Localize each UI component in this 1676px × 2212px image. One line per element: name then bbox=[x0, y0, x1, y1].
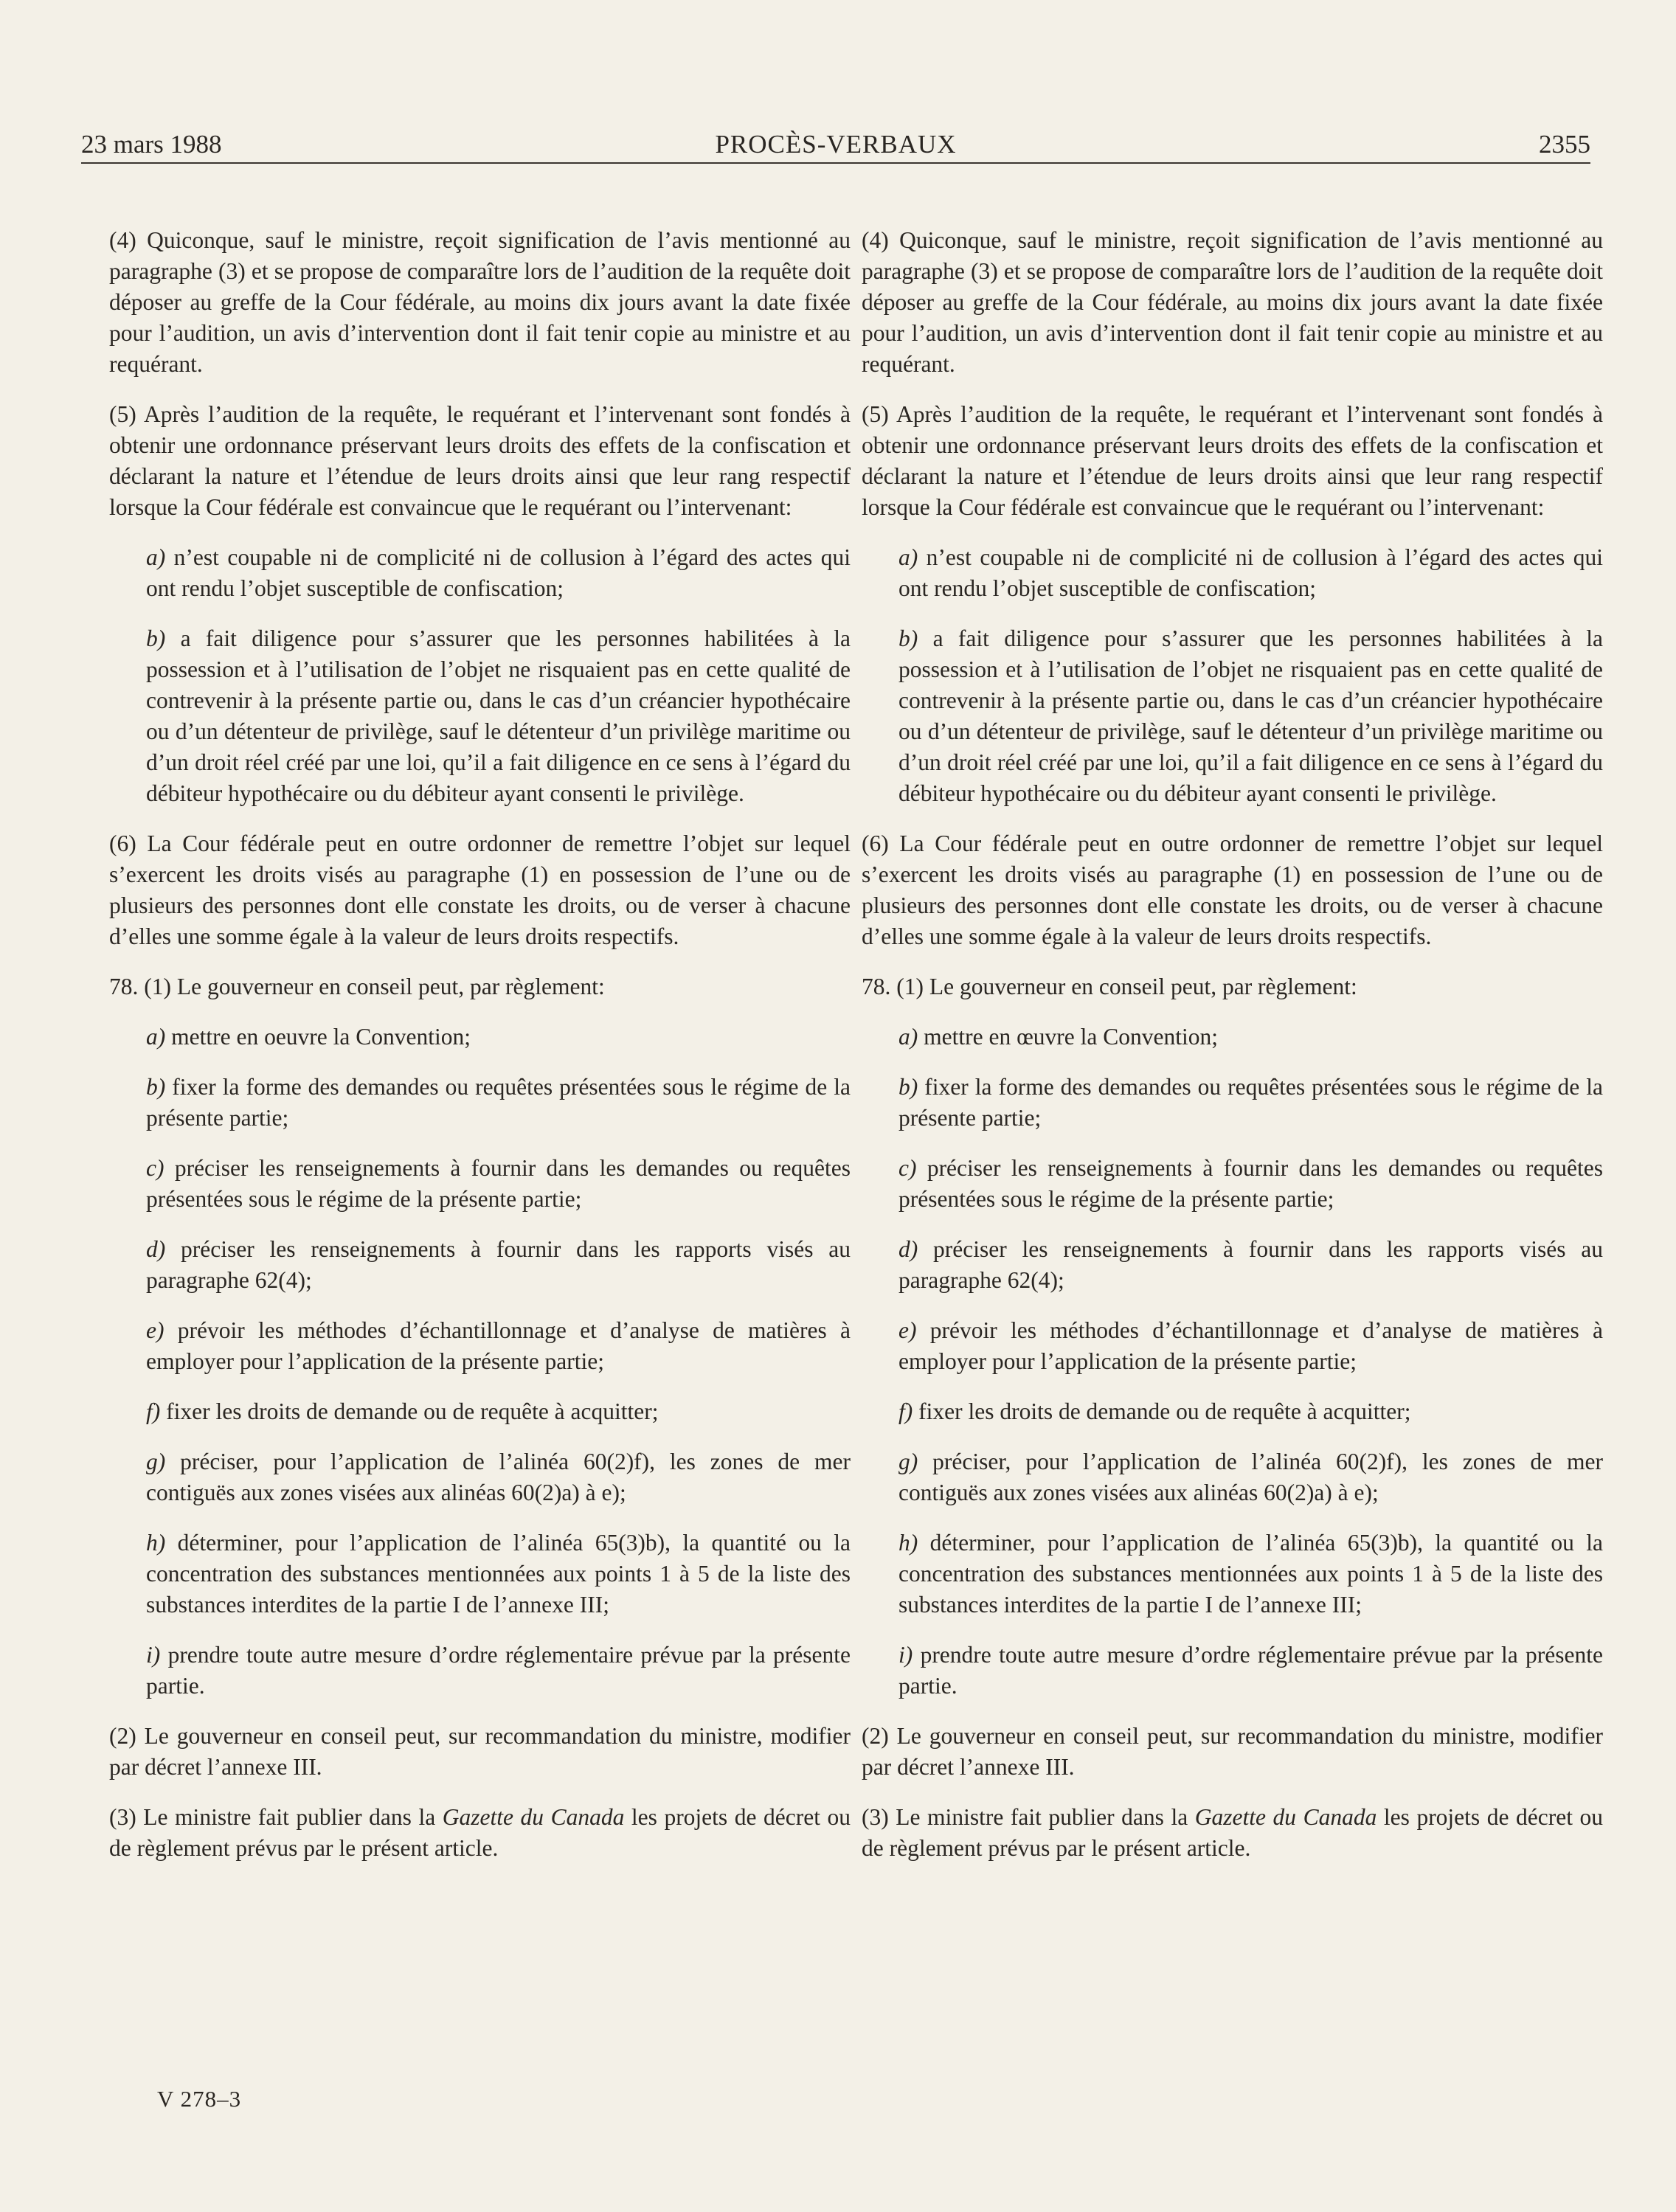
item-text: prendre toute autre mesure d’ordre réglementaire prévue par la présente partie. bbox=[898, 1642, 1603, 1699]
item-letter: a) bbox=[898, 544, 918, 570]
item-text: préciser les renseignements à fournir dans les rapports visés au paragraphe 62(4); bbox=[898, 1236, 1603, 1293]
left-column bbox=[109, 225, 851, 1883]
paragraph: (3) Le ministre fait publier dans la Gazette du Canada les projets de décret ou de règlement prévus par le présent article. bbox=[109, 1804, 851, 1861]
item-text: préciser les renseignements à fournir dans les demandes ou requêtes présentées sous le régime de la présente partie; bbox=[898, 1155, 1603, 1212]
item-text: mettre en œuvre la Convention; bbox=[918, 1024, 1219, 1050]
list-item bbox=[862, 542, 1603, 604]
right-column bbox=[862, 225, 1603, 1883]
italic-title: Gazette du Canada bbox=[442, 1804, 625, 1830]
item-letter: a) bbox=[146, 1024, 166, 1050]
list-item bbox=[862, 1396, 1603, 1427]
item-letter: b) bbox=[146, 625, 166, 651]
list-item bbox=[109, 1234, 851, 1296]
item-letter: e) bbox=[146, 1317, 165, 1343]
list-item bbox=[862, 1315, 1603, 1377]
item-text: prévoir les méthodes d’échantillonnage et d’analyse de matières à employer pour l’application de la présente partie; bbox=[898, 1317, 1603, 1374]
item-letter: f) bbox=[146, 1398, 161, 1424]
list-item bbox=[109, 1528, 851, 1620]
header-date: 23 mars 1988 bbox=[81, 130, 222, 159]
paragraph: 78. (1) Le gouverneur en conseil peut, par règlement: bbox=[862, 974, 1357, 999]
list-item bbox=[109, 1640, 851, 1702]
item-letter: g) bbox=[146, 1449, 166, 1474]
item-text: fixer la forme des demandes ou requêtes présentées sous le régime de la présente partie; bbox=[898, 1074, 1603, 1131]
item-letter: a) bbox=[146, 544, 166, 570]
footer-code: V 278–3 bbox=[157, 2086, 242, 2112]
item-text: a fait diligence pour s’assurer que les personnes habilitées à la possession et à l’utilisation de l’objet ne risquaient pas en cette qualité de contrevenir à la présente partie ou, dans le cas d’un créancier hypothécaire ou d’un détenteur de privilège, sauf le détenteur d’un privilège maritime ou d’un droit réel créé par une loi, qu’il a fait diligence en ce sens à l’égard du débiteur hypothécaire ou du débiteur ayant consenti le privilège. bbox=[146, 625, 851, 806]
item-letter: d) bbox=[898, 1236, 918, 1262]
header-title: PROCÈS-VERBAUX bbox=[715, 130, 957, 159]
item-text: a fait diligence pour s’assurer que les personnes habilitées à la possession et à l’utilisation de l’objet ne risquaient pas en cette qualité de contrevenir à la présente partie ou, dans le cas d’un créancier hypothécaire ou d’un détenteur de privilège, sauf le détenteur d’un privilège maritime ou d’un droit réel créé par une loi, qu’il a fait diligence en ce sens à l’égard du débiteur hypothécaire ou du débiteur ayant consenti le privilège. bbox=[898, 625, 1603, 806]
list-item bbox=[109, 1153, 851, 1215]
paragraph: (2) Le gouverneur en conseil peut, sur recommandation du ministre, modifier par décret l’annexe III. bbox=[109, 1723, 851, 1780]
item-letter: b) bbox=[146, 1074, 166, 1100]
item-letter: e) bbox=[898, 1317, 917, 1343]
paragraph: (6) La Cour fédérale peut en outre ordonner de remettre l’objet sur lequel s’exercent les droits visés au paragraphe (1) en possession de l’une ou de plusieurs des personnes dont elle constate les droits, ou de verser à chacune d’elles une somme égale à la valeur de leurs droits respectifs. bbox=[109, 831, 851, 949]
item-text: préciser les renseignements à fournir dans les demandes ou requêtes présentées sous le régime de la présente partie; bbox=[146, 1155, 851, 1212]
list-item bbox=[109, 623, 851, 809]
item-letter: d) bbox=[146, 1236, 166, 1262]
item-letter: i) bbox=[898, 1642, 913, 1668]
list-item bbox=[862, 623, 1603, 809]
item-text: préciser, pour l’application de l’alinéa 60(2)f), les zones de mer contiguës aux zones visées aux alinéas 60(2)a) à e); bbox=[898, 1449, 1603, 1505]
list-item bbox=[862, 1022, 1603, 1053]
list-item bbox=[109, 1315, 851, 1377]
paragraph: (5) Après l’audition de la requête, le requérant et l’intervenant sont fondés à obtenir une ordonnance préservant leurs droits des effets de la confiscation et déclarant la nature et l’étendue de leurs droits ainsi que leur rang respectif lorsque la Cour fédérale est convaincue que le requérant ou l’intervenant: bbox=[109, 401, 851, 520]
paragraph: (2) Le gouverneur en conseil peut, sur recommandation du ministre, modifier par décret l’annexe III. bbox=[862, 1723, 1603, 1780]
item-text: fixer les droits de demande ou de requête à acquitter; bbox=[913, 1398, 1411, 1424]
item-letter: c) bbox=[898, 1155, 917, 1181]
item-letter: b) bbox=[898, 625, 918, 651]
list-item bbox=[862, 1528, 1603, 1620]
paragraph: (5) Après l’audition de la requête, le requérant et l’intervenant sont fondés à obtenir une ordonnance préservant leurs droits des effets de la confiscation et déclarant la nature et l’étendue de leurs droits ainsi que leur rang respectif lorsque la Cour fédérale est convaincue que le requérant ou l’intervenant: bbox=[862, 401, 1603, 520]
item-text: fixer la forme des demandes ou requêtes présentées sous le régime de la présente partie; bbox=[146, 1074, 851, 1131]
item-text: prévoir les méthodes d’échantillonnage et d’analyse de matières à employer pour l’application de la présente partie; bbox=[146, 1317, 851, 1374]
list-item bbox=[109, 1446, 851, 1508]
item-text: n’est coupable ni de complicité ni de collusion à l’égard des actes qui ont rendu l’objet susceptible de confiscation; bbox=[898, 544, 1603, 601]
item-letter: a) bbox=[898, 1024, 918, 1050]
item-text: déterminer, pour l’application de l’alinéa 65(3)b), la quantité ou la concentration des substances mentionnées aux points 1 à 5 de la liste des substances interdites de la partie I de l’annexe III; bbox=[898, 1530, 1603, 1618]
list-item bbox=[109, 1022, 851, 1053]
item-letter: h) bbox=[898, 1530, 918, 1556]
item-letter: f) bbox=[898, 1398, 913, 1424]
paragraph: (6) La Cour fédérale peut en outre ordonner de remettre l’objet sur lequel s’exercent les droits visés au paragraphe (1) en possession de l’une ou de plusieurs des personnes dont elle constate les droits, ou de verser à chacune d’elles une somme égale à la valeur de leurs droits respectifs. bbox=[862, 831, 1603, 949]
list-item bbox=[862, 1153, 1603, 1215]
item-letter: b) bbox=[898, 1074, 918, 1100]
paragraph: (4) Quiconque, sauf le ministre, reçoit signification de l’avis mentionné au paragraphe (3) et se propose de comparaître lors de l’audition de la requête doit déposer au greffe de la Cour fédérale, au moins dix jours avant la date fixée pour l’audition, un avis d’intervention dont il fait tenir copie au ministre et au requérant. bbox=[862, 227, 1603, 377]
paragraph: 78. (1) Le gouverneur en conseil peut, par règlement: bbox=[109, 974, 605, 999]
item-text: mettre en oeuvre la Convention; bbox=[165, 1024, 471, 1050]
list-item bbox=[109, 1396, 851, 1427]
list-item bbox=[862, 1446, 1603, 1508]
list-item bbox=[862, 1640, 1603, 1702]
item-letter: h) bbox=[146, 1530, 166, 1556]
item-letter: c) bbox=[146, 1155, 165, 1181]
item-text: prendre toute autre mesure d’ordre réglementaire prévue par la présente partie. bbox=[146, 1642, 851, 1699]
item-text: préciser, pour l’application de l’alinéa 60(2)f), les zones de mer contiguës aux zones visées aux alinéas 60(2)a) à e); bbox=[146, 1449, 851, 1505]
item-letter: g) bbox=[898, 1449, 918, 1474]
page-header bbox=[81, 130, 1590, 164]
item-text: déterminer, pour l’application de l’alinéa 65(3)b), la quantité ou la concentration des substances mentionnées aux points 1 à 5 de la liste des substances interdites de la partie I de l’annexe III; bbox=[146, 1530, 851, 1618]
list-item bbox=[109, 1072, 851, 1134]
item-text: n’est coupable ni de complicité ni de collusion à l’égard des actes qui ont rendu l’objet susceptible de confiscation; bbox=[146, 544, 851, 601]
paragraph: (3) Le ministre fait publier dans la Gazette du Canada les projets de décret ou de règlement prévus par le présent article. bbox=[862, 1804, 1604, 1861]
italic-title: Gazette du Canada bbox=[1194, 1804, 1377, 1830]
item-text: préciser les renseignements à fournir dans les rapports visés au paragraphe 62(4); bbox=[146, 1236, 851, 1293]
list-item bbox=[109, 542, 851, 604]
paragraph: (4) Quiconque, sauf le ministre, reçoit signification de l’avis mentionné au paragraphe (3) et se propose de comparaître lors de l’audition de la requête doit déposer au greffe de la Cour fédérale, au moins dix jours avant la date fixée pour l’audition, un avis d’intervention dont il fait tenir copie au ministre et au requérant. bbox=[109, 227, 851, 377]
item-letter: i) bbox=[146, 1642, 161, 1668]
header-page-number: 2355 bbox=[1539, 130, 1590, 159]
list-item bbox=[862, 1234, 1603, 1296]
item-text: fixer les droits de demande ou de requête à acquitter; bbox=[160, 1398, 659, 1424]
list-item bbox=[862, 1072, 1603, 1134]
